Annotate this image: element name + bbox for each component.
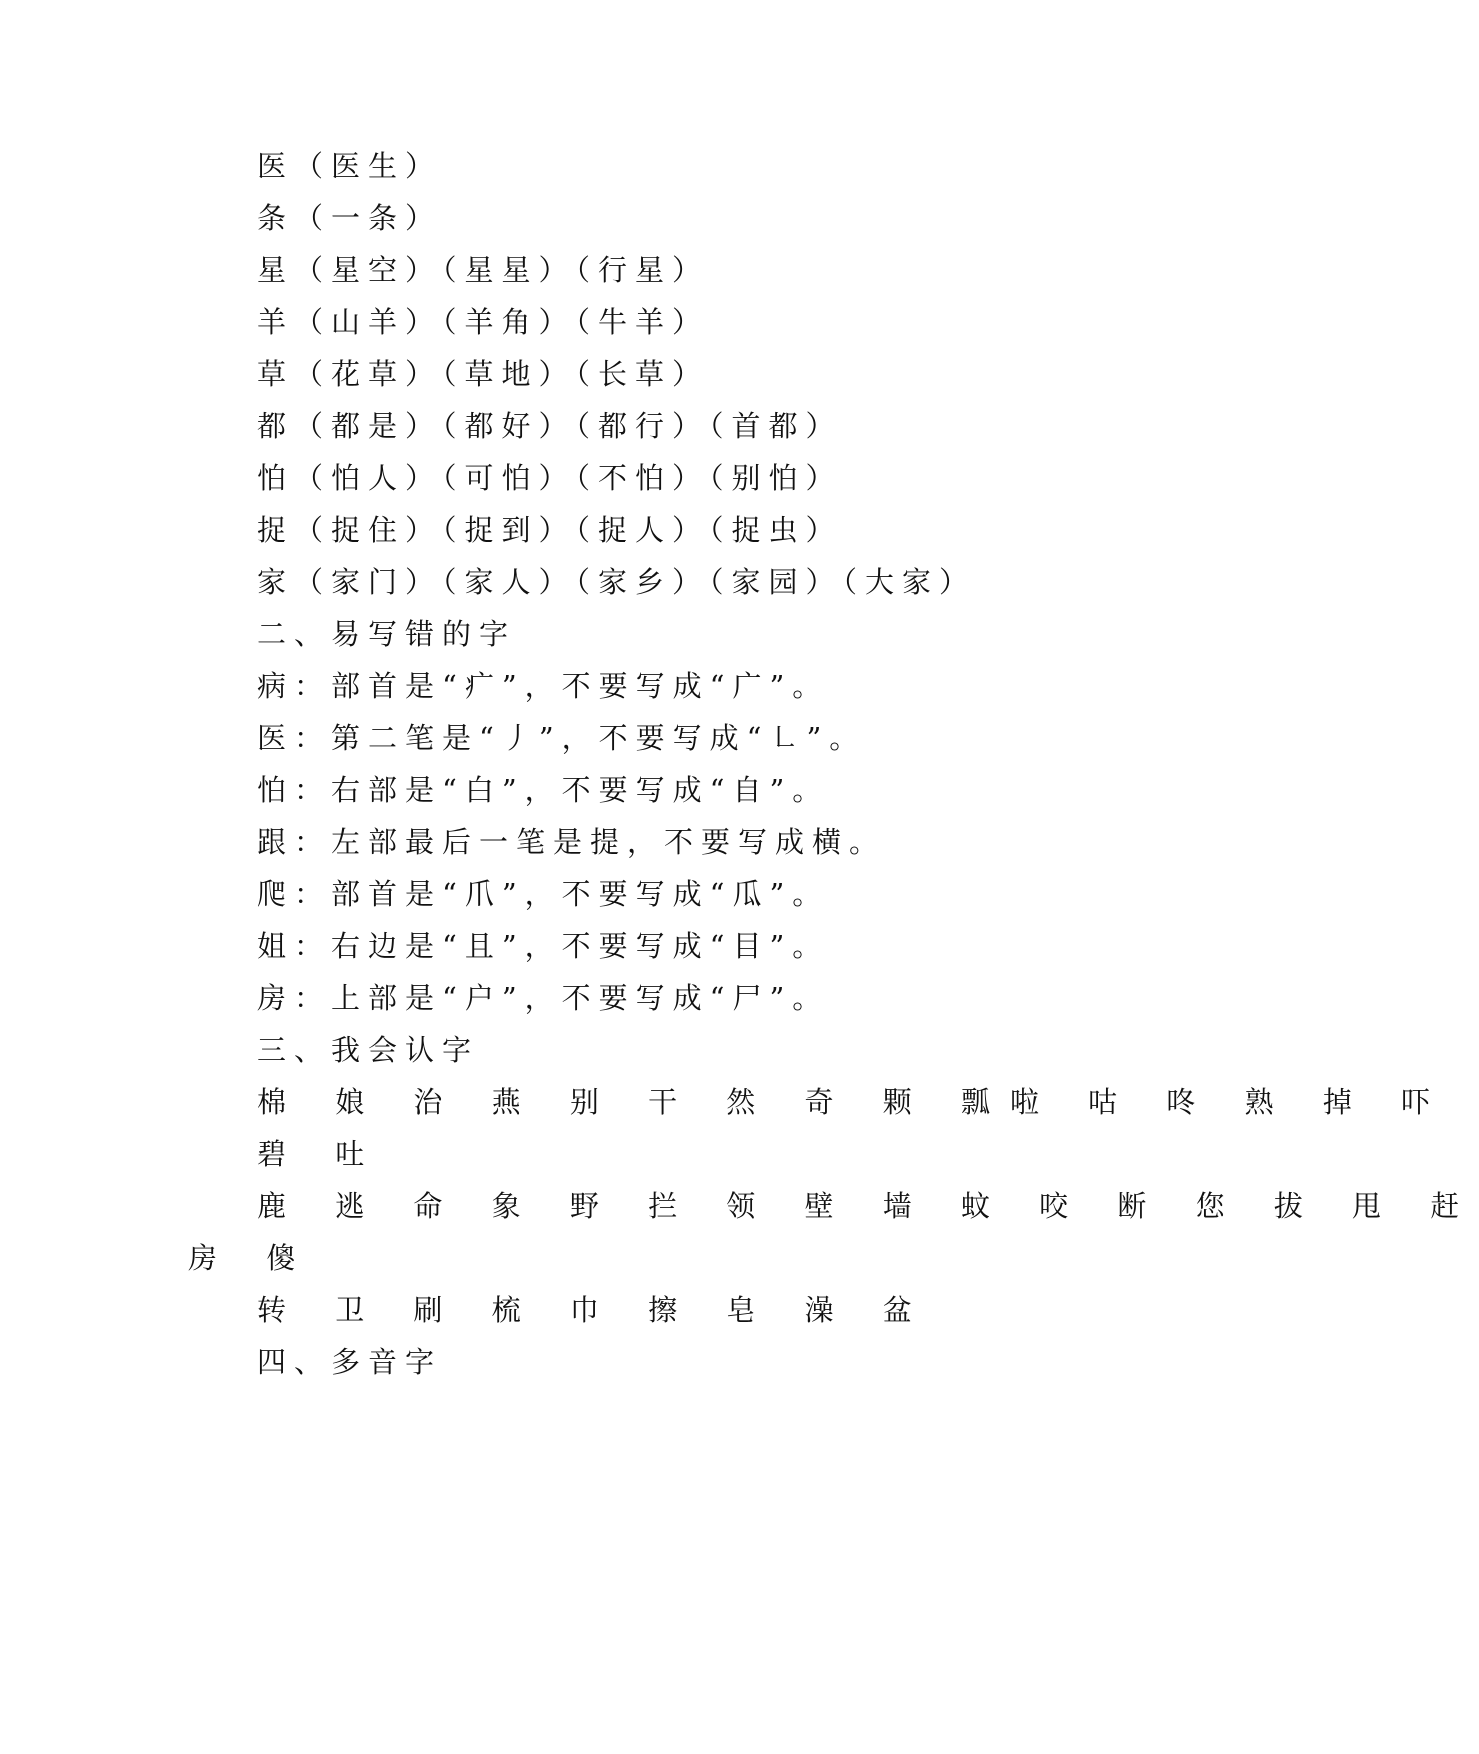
error-note-pa2: 爬：部首是“爪”，不要写成“瓜”。 [257, 877, 830, 911]
section-heading-2: 二、易写错的字 [257, 617, 517, 651]
error-note-gen: 跟：左部最后一笔是提，不要写成横。 [257, 825, 887, 859]
word-group-pa: 怕（怕人）（可怕）（不怕）（别怕） [257, 461, 843, 495]
word-group-yang: 羊（山羊）（羊角）（牛羊） [257, 305, 710, 339]
word-group-cao: 草（花草）（草地）（长草） [257, 357, 710, 391]
recognition-chars-row-2: 碧 吐 [257, 1137, 385, 1171]
section-heading-4: 四、多音字 [257, 1345, 443, 1379]
error-note-fang: 房：上部是“户”，不要写成“尸”。 [257, 981, 830, 1015]
error-note-jie: 姐：右边是“且”，不要写成“目”。 [257, 929, 830, 963]
error-note-pa: 怕：右部是“白”，不要写成“自”。 [257, 773, 830, 807]
word-group-xing: 星（星空）（星星）（行星） [257, 253, 710, 287]
word-group-tiao: 条（一条） [257, 201, 443, 235]
recognition-chars-row-4: 房 傻 [188, 1241, 316, 1275]
section-heading-3: 三、我会认字 [257, 1033, 480, 1067]
word-group-zhuo: 捉（捉住）（捉到）（捉人）（捉虫） [257, 513, 843, 547]
word-group-jia: 家（家门）（家人）（家乡）（家园）（大家） [257, 565, 977, 599]
error-note-bing: 病：部首是“疒”，不要写成“广”。 [257, 669, 830, 703]
recognition-chars-row-1: 棉 娘 治 燕 别 干 然 奇 颗 瓢啦 咕 咚 熟 掉 吓 [257, 1085, 1451, 1119]
word-group-dou: 都（都是）（都好）（都行）（首都） [257, 409, 843, 443]
word-group-yi: 医（医生） [257, 149, 443, 183]
recognition-chars-row-5: 转 卫 刷 梳 巾 擦 皂 澡 盆 [257, 1293, 932, 1327]
recognition-chars-row-3: 鹿 逃 命 象 野 拦 领 壁 墙 蚊 咬 断 您 拔 甩 赶 [257, 1189, 1479, 1223]
error-note-yi: 医：第二笔是“丿”，不要写成“㇗”。 [257, 721, 867, 755]
